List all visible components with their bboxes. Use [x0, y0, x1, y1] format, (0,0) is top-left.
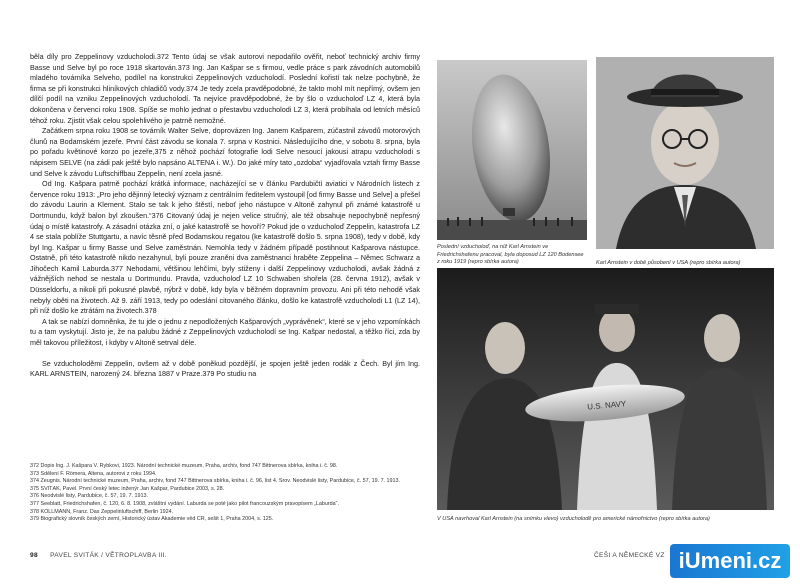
footnote: 379 Biografický slovník českých zemí, Historický ústav Akademie věd ČR, sešit 1, Praha 2004, s. 125. [30, 516, 274, 523]
portrait-image [596, 57, 774, 249]
group-photo [437, 268, 774, 510]
paragraph-1: bêla díly pro Zeppelinovy vzducholodi.372 Tento údaj se však autorovi nepodařilo ověřit, neboť technický archiv firmy Basse und Selve byl po roce 1918 skartován.373 Ing. Jan Kašpar se s firmou, vedle práce s park závodních automobilů mladého továrníka Selveho, podílel na konstrukci Zeppelinových vzducholodí. Poslední kořistí tak nelze pochybně, že firma se při konstrukci hliníkových chladičů vody.374 Je tedy zcela pravděpodobné, že takto mohl mít nepřímý, ovšem jen dílčí podíl na vzniku Zeppelinových vzducholodí. Ta nejvíce pravděpodobné, že by šlo o vzducholoď LZ 4, která byla dokončena v červenci roku 1908. Spíše se mohlo jednat o přestavbu vzducholodi LZ 3, která probíhala od letních měsíců téhož roku. Zjistit však celou spolehlivého je patrně nemožné. [30, 52, 420, 125]
footnote: 373 Sdělení F. Römera, Altena, autorovi z roku 1994. [30, 470, 157, 477]
iumeni-logo [670, 544, 790, 578]
footnote: 372 Dopis Ing. J. Kašpara V. Rybkovi, 1923. Národní technické muzeum, Praha, archiv, fond 747 Bittnerova sbírka, kniha i. č. 98. [30, 463, 338, 469]
group-caption: V USA navrhoval Karl Arnstein (na snímku vlevo) vzducholodě pro americké námořnictvo (repro sbírka autora) [437, 516, 710, 522]
book-title: PAVEL SVITÁK / VĚTROPLAVBA III. [50, 552, 167, 559]
main-text-column [30, 52, 420, 380]
page-number: 98 [30, 552, 38, 559]
paragraph-3: Od Ing. Kašpara patrně pochází krátká informace, nacházející se v článku Pardubičtí aviatici v Národních listech z července roku 1913: „Pro jeho dějinný letecký význam z centrálním ředitelem vystoupil [od firmy Basse und Selve] a přešel do závodu Laurin a Klement. Stalo se tak k jeho štěstí, neboť jeho nástupce v Altoně zahynul při známé katastrofě u Dortmundu, když balon byl zkoušen.“376 Citovaný údaj je nejen velice stručný, ale též obsahuje nepochybně nepřesný údaj o místě katastrofy. A zásadní otázka zní, o jaké katastrofě se hovoří? Pokud jde o vzducholoď Zeppelin, katastrofa LZ 4 se stala poblíže Stuttgartu, a navíc těsně před Bodamskou regatou (ke katastrofě došlo 5. srpna 1908), tedy v době, kdy byl Ing. Kašpar u firmy Basse und Selve zaměstnán. Nemohla tedy v žádném případě postihnout Kašparova nástupce. Ostatně, při této katastrofě nikdo nezahynul, byli pouze zraněni dva zaměstnanci hraběte Zeppelina – Němec Schwarz a Jihočech Kamil Laburda.377 Nehodami, většinou lehčími, byly stiženy i další Zeppelinovy vzducholodi, avšak žádná z vážnějších nehod se nestala u Dortmundu. Pravda, vzducholoď LZ 10 Schwaben shořela (28. června 1912), avšak v Düsseldorfu, a nikoli při pokusné plavbě, nýbrž v době, kdy byla v běžném dopravním provozu. Ani při této nehodě však nebyly oběti na životech. Až 9. září 1913, tedy po odeslání citovaného článku, došlo ke katastrofě vzducholodi L1 (LZ 14), při níž došlo ke ztrátám na životech.378 [30, 179, 420, 316]
navy-label: U.S. NAVY [586, 399, 627, 412]
footnote: 374 Zeugnis. Národní technické muzeum, Praha, archiv, fond 747 Bittnerova sbírka, kniha i. č. 96, list 4. Srov. Neodvislé listy, Pardubice, č. 57, 19. 7. 1913. [30, 478, 401, 485]
airship-photo [437, 60, 587, 240]
portrait-caption: Karl Arnstein v době působení v USA (repro sbírka autora) [596, 260, 741, 266]
page-footer-right [594, 552, 665, 559]
footnote: 377 Seeblatt, Friedrichshafen, č. 120, 6. 8. 1908, zvláštní vydání. Laburda se poté jako pilot francouzským pravopisem „Laburda“. [30, 500, 339, 507]
paragraph-4: A tak se nabízí domněnka, že tu jde o jednu z nepodložených Kašparových „vyprávěnek“, které se v jeho vzpomínkách tu a tam vyskytují. Jisto je, že na palubu žádné z Zeppelinových vzducholodí se Ing. Kašpar nedostal, a těžko říci, zda by měl takovou příležitost, i kdyby v Altoně setrval déle. [30, 316, 420, 348]
chapter-title: ČEŠI A NĚMECKÉ VZ [594, 552, 665, 559]
footnote: 375 SVITÁK, Pavel. První český letec inženýr Jan Kašpar, Pardubice 2003, s. 28. [30, 485, 225, 492]
paragraph-5: Se vzducholoděmi Zeppelin, ovšem až v době poněkud pozdější, je spojen ještě jeden rodák z Čech. Byl jím Ing. KARL ARNSTEIN, narozený 24. března 1887 v Praze.379 Po studiu na [30, 358, 420, 379]
logo-text: iUmeni.cz [678, 548, 782, 573]
airship-image [437, 60, 587, 240]
group-image [437, 268, 774, 510]
footnote: 378 KOLLMANN, Franz. Das Zeppelinluftschiff, Berlin 1924. [30, 508, 174, 515]
page-footer-left [30, 552, 167, 559]
footnote: 376 Neodvislé listy, Pardubice, č. 57, 19. 7. 1913. [30, 493, 148, 500]
portrait-photo [596, 57, 774, 249]
footnotes [30, 463, 420, 524]
airship-caption: Poslední vzducholoď, na níž Karl Arnstein ve Friedrichshafenu pracoval, byla doposud LZ 120 Bodensee z roku 1919 (repro sbírka autora) [437, 244, 584, 266]
paragraph-2: Začátkem srpna roku 1908 se továrník Walter Selve, doprovázen Ing. Janem Kašparem, zúčastnil závodů motorových člunů na Bodamském jezeře. První část závodu se konala 7. srpna v Kostnici. Následujícího dne, v sobotu 8. srpna, byla po pořadu květinové korzo po jezeře,375 z něhož pochází fotografie lodi Selve nesoucí jakousi atrapu vzducholodi s nápisem SELVE (na zádi pak ještě bylo napsáno ALTENA i. W.). Do jaké míry tato „ozdoba“ vyjadřovala vztah firmy Basse und Selve k závodu Luftschiffbau Zeppelin, není zcela jasné. [30, 126, 420, 178]
